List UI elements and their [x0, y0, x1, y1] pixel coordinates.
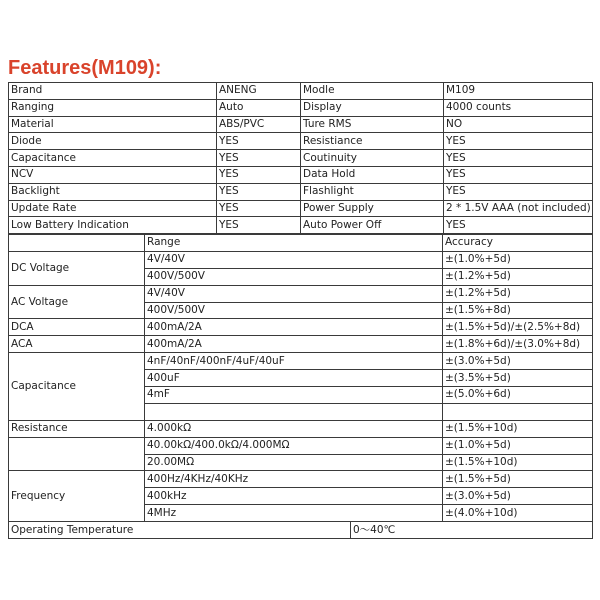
feature-value: YES: [444, 150, 593, 167]
spec-header-row: [9, 235, 593, 252]
table-row: [9, 217, 593, 234]
spec-label: AC Voltage: [9, 285, 145, 319]
table-row: [9, 83, 593, 100]
feature-name: Power Supply: [301, 200, 444, 217]
table-row: [9, 200, 593, 217]
operating-table: [8, 521, 593, 539]
table-row: [9, 319, 593, 336]
range-cell: 40.00kΩ/400.0kΩ/4.000MΩ: [145, 437, 443, 454]
accuracy-cell: ±(1.2%+5d): [443, 268, 593, 285]
table-row: [9, 420, 593, 437]
feature-value: M109: [444, 83, 593, 100]
feature-value: ANENG: [217, 83, 301, 100]
feature-name: Brand: [9, 83, 217, 100]
feature-name: Ture RMS: [301, 116, 444, 133]
spec-label: ACA: [9, 336, 145, 353]
range-cell: 400V/500V: [145, 268, 443, 285]
table-row: [9, 471, 593, 488]
feature-name: Ranging: [9, 99, 217, 116]
accuracy-cell: [443, 403, 593, 420]
range-cell: 400kHz: [145, 488, 443, 505]
spec-label: Resistance: [9, 420, 145, 437]
accuracy-cell: ±(1.5%+10d): [443, 420, 593, 437]
range-cell: 4MHz: [145, 505, 443, 522]
feature-value: 4000 counts: [444, 99, 593, 116]
accuracy-cell: ±(3.0%+5d): [443, 353, 593, 370]
table-row: [9, 150, 593, 167]
range-cell: 4mF: [145, 387, 443, 404]
feature-value: YES: [217, 133, 301, 150]
feature-value: YES: [217, 217, 301, 234]
feature-value: 2 * 1.5V AAA (not included): [444, 200, 593, 217]
range-cell: 400mA/2A: [145, 336, 443, 353]
feature-name: Capacitance: [9, 150, 217, 167]
range-cell: [145, 403, 443, 420]
range-cell: 4V/40V: [145, 251, 443, 268]
feature-name: Modle: [301, 83, 444, 100]
range-cell: 4.000kΩ: [145, 420, 443, 437]
table-row: [9, 353, 593, 370]
accuracy-cell: ±(1.2%+5d): [443, 285, 593, 302]
range-cell: 400uF: [145, 370, 443, 387]
table-row: [9, 437, 593, 454]
table-row: [9, 251, 593, 268]
accuracy-cell: ±(4.0%+10d): [443, 505, 593, 522]
feature-value: YES: [217, 150, 301, 167]
accuracy-cell: ±(1.5%+8d): [443, 302, 593, 319]
page-title: Features(M109):: [8, 57, 162, 79]
range-cell: 4V/40V: [145, 285, 443, 302]
feature-name: Auto Power Off: [301, 217, 444, 234]
spec-table: [8, 234, 593, 522]
feature-value: YES: [444, 217, 593, 234]
table-row: [9, 285, 593, 302]
range-cell: 20.00MΩ: [145, 454, 443, 471]
table-row: [9, 522, 593, 539]
feature-name: Backlight: [9, 183, 217, 200]
accuracy-header: Accuracy: [443, 235, 593, 252]
features-table: [8, 82, 593, 234]
accuracy-cell: ±(1.0%+5d): [443, 251, 593, 268]
accuracy-cell: ±(3.0%+5d): [443, 488, 593, 505]
table-row: [9, 116, 593, 133]
spec-label: DCA: [9, 319, 145, 336]
accuracy-cell: ±(1.8%+6d)/±(3.0%+8d): [443, 336, 593, 353]
range-header: Range: [145, 235, 443, 252]
feature-name: Material: [9, 116, 217, 133]
accuracy-cell: ±(1.0%+5d): [443, 437, 593, 454]
feature-name: Diode: [9, 133, 217, 150]
accuracy-cell: ±(3.5%+5d): [443, 370, 593, 387]
feature-value: YES: [217, 183, 301, 200]
feature-name: Flashlight: [301, 183, 444, 200]
range-cell: 400Hz/4KHz/40KHz: [145, 471, 443, 488]
table-row: [9, 183, 593, 200]
feature-name: Update Rate: [9, 200, 217, 217]
feature-name: Low Battery Indication: [9, 217, 217, 234]
accuracy-cell: ±(1.5%+10d): [443, 454, 593, 471]
feature-name: Data Hold: [301, 166, 444, 183]
feature-value: YES: [444, 183, 593, 200]
range-cell: 4nF/40nF/400nF/4uF/40uF: [145, 353, 443, 370]
accuracy-cell: ±(1.5%+5d): [443, 471, 593, 488]
operating-value: 0～40℃: [351, 522, 593, 539]
feature-value: YES: [444, 166, 593, 183]
table-row: [9, 166, 593, 183]
feature-value: ABS/PVC: [217, 116, 301, 133]
spec-label: DC Voltage: [9, 251, 145, 285]
range-cell: 400V/500V: [145, 302, 443, 319]
spec-label: Capacitance: [9, 353, 145, 421]
feature-name: Resistiance: [301, 133, 444, 150]
accuracy-cell: ±(1.5%+5d)/±(2.5%+8d): [443, 319, 593, 336]
feature-name: Coutinuity: [301, 150, 444, 167]
feature-name: Display: [301, 99, 444, 116]
spec-blank-cell: [9, 437, 145, 471]
spec-blank-cell: [9, 235, 145, 252]
spec-label: Frequency: [9, 471, 145, 522]
feature-value: NO: [444, 116, 593, 133]
accuracy-cell: ±(5.0%+6d): [443, 387, 593, 404]
range-cell: 400mA/2A: [145, 319, 443, 336]
feature-name: NCV: [9, 166, 217, 183]
feature-value: YES: [444, 133, 593, 150]
feature-value: Auto: [217, 99, 301, 116]
feature-value: YES: [217, 200, 301, 217]
table-row: [9, 133, 593, 150]
table-row: [9, 99, 593, 116]
feature-value: YES: [217, 166, 301, 183]
operating-label: Operating Temperature: [9, 522, 351, 539]
table-row: [9, 336, 593, 353]
